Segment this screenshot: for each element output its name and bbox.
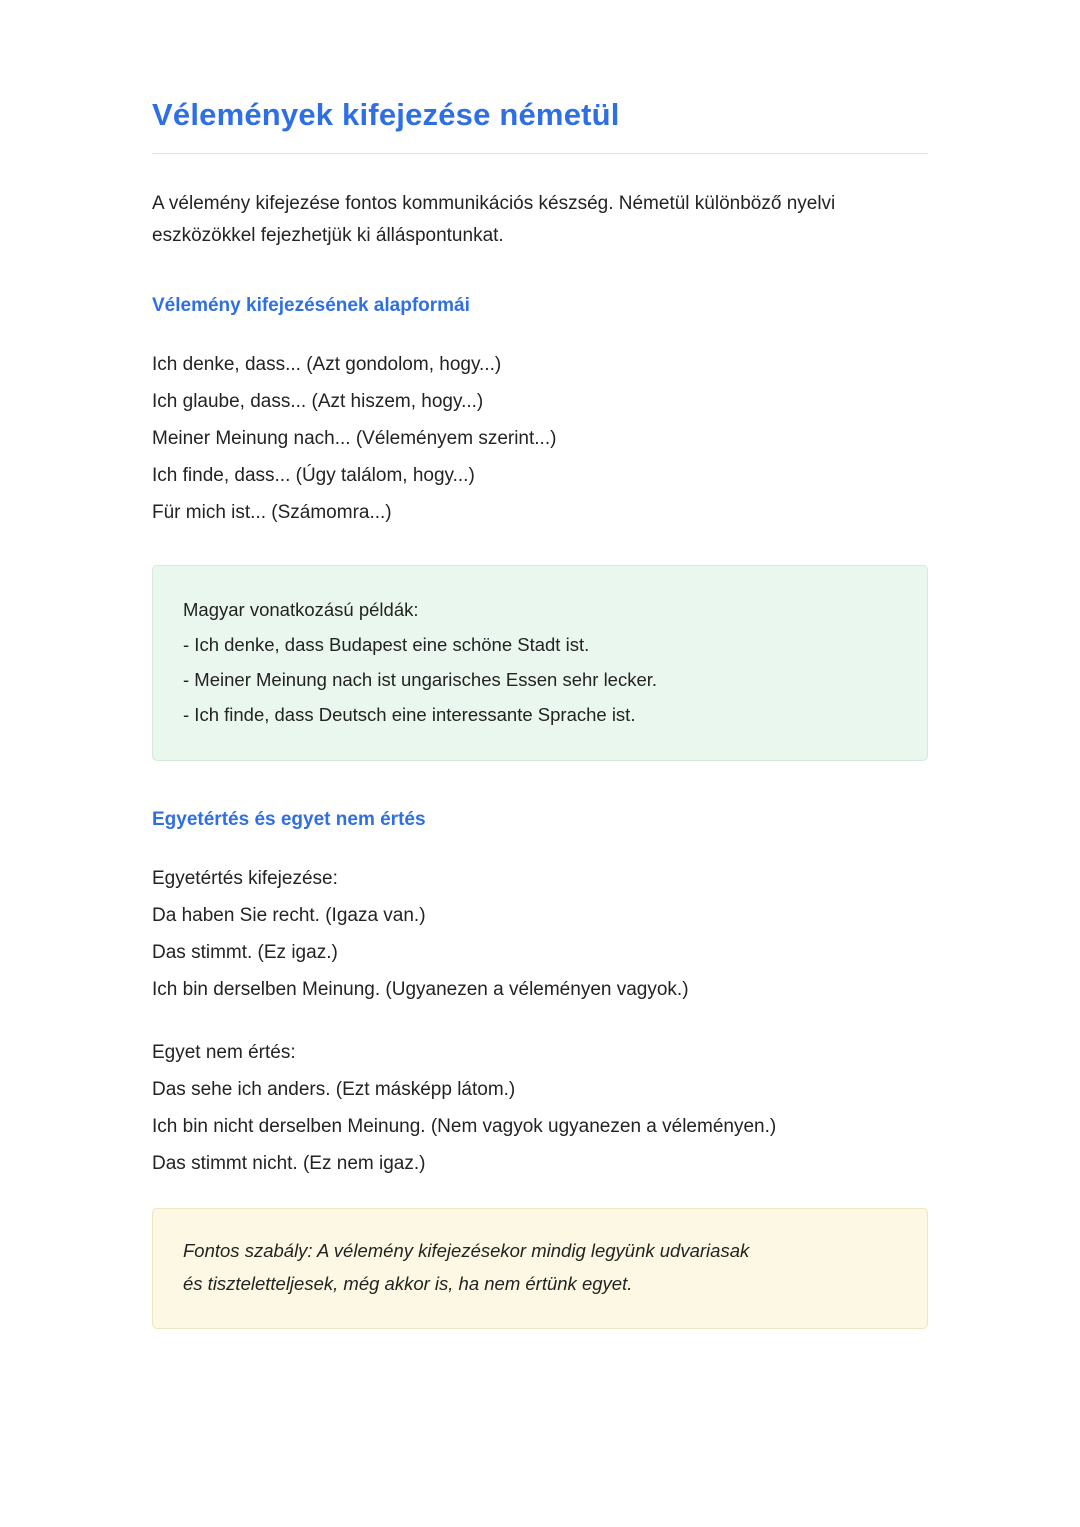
list-item: Für mich ist... (Számomra...): [152, 501, 392, 523]
rule-box-line: és tiszteletteljesek, még akkor is, ha nem értünk egyet.: [183, 1272, 633, 1294]
example-box-item: - Meiner Meinung nach ist ungarisches Essen sehr lecker.: [183, 669, 658, 691]
example-box-title: Magyar vonatkozású példák:: [183, 598, 419, 620]
rule-callout-box: [152, 1208, 928, 1329]
group-label: Egyet nem értés:: [152, 1042, 296, 1064]
list-item: Ich bin derselben Meinung. (Ugyanezen a véleményen vagyok.): [152, 979, 689, 1001]
section-heading-basic-forms: Vélemény kifejezésének alapformái: [152, 295, 470, 317]
list-item: Das stimmt. (Ez igaz.): [152, 942, 338, 964]
agreement-group: [152, 860, 928, 1008]
intro-paragraph: A vélemény kifejezése fontos kommunikációs készség. Németül különböző nyelvi eszközökkel fejezhetjük ki álláspontunkat.: [152, 192, 836, 247]
example-callout-box: [152, 565, 928, 762]
section-heading-agreement: Egyetértés és egyet nem értés: [152, 809, 426, 831]
page-title: Vélemények kifejezése németül: [152, 97, 620, 132]
title-divider: [152, 153, 928, 154]
group-label: Egyetértés kifejezése:: [152, 868, 338, 890]
list-item: Ich bin nicht derselben Meinung. (Nem vagyok ugyanezen a véleményen.): [152, 1116, 777, 1138]
example-box-item: - Ich denke, dass Budapest eine schöne Stadt ist.: [183, 634, 590, 656]
list-item: Ich denke, dass... (Azt gondolom, hogy...): [152, 353, 502, 375]
list-item: Ich finde, dass... (Úgy találom, hogy...): [152, 464, 475, 486]
rule-box-line: Fontos szabály: A vélemény kifejezésekor mindig legyünk udvariasak: [183, 1240, 750, 1262]
list-item: Ich glaube, dass... (Azt hiszem, hogy...): [152, 390, 484, 412]
list-item: Da haben Sie recht. (Igaza van.): [152, 905, 426, 927]
list-item: Das sehe ich anders. (Ezt másképp látom.): [152, 1079, 516, 1101]
list-item: Meiner Meinung nach... (Véleményem szerint...): [152, 427, 557, 449]
basic-forms-list: [152, 346, 928, 531]
disagreement-group: [152, 1034, 928, 1182]
example-box-item: - Ich finde, dass Deutsch eine interessante Sprache ist.: [183, 704, 636, 726]
list-item: Das stimmt nicht. (Ez nem igaz.): [152, 1153, 426, 1175]
